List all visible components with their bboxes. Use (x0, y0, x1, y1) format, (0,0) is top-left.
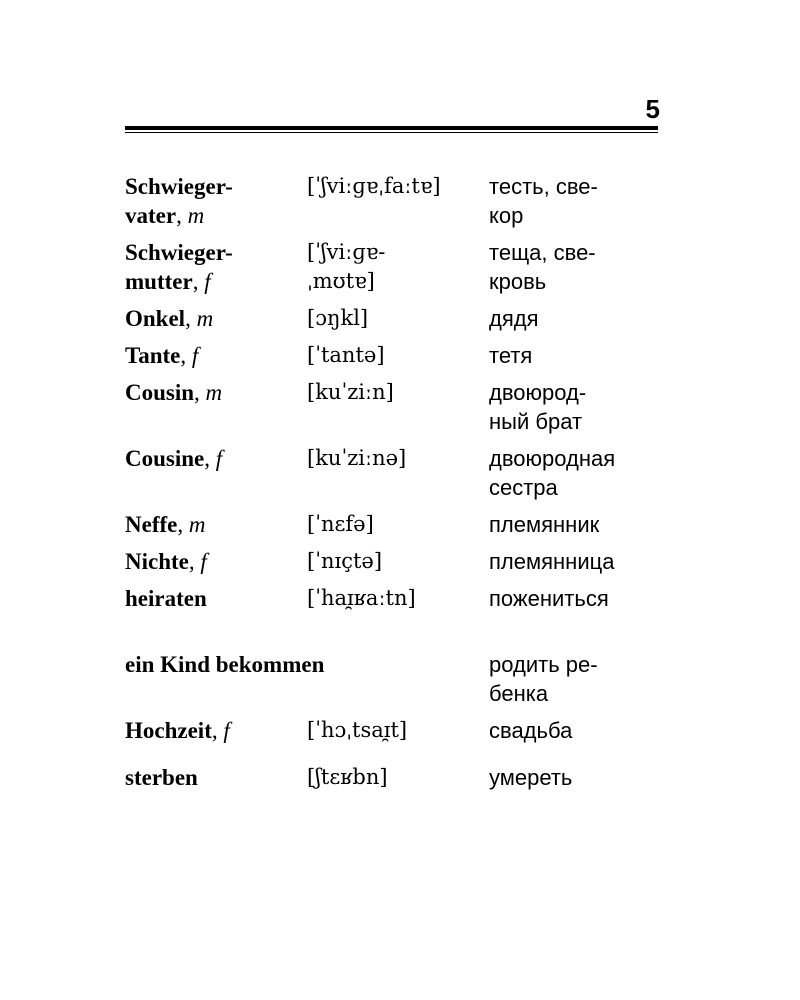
entry-pronunciation: [ʃtɛʁbn] (307, 765, 388, 789)
entry-word: sterben (125, 765, 198, 790)
vocab-entry (125, 444, 665, 502)
entry-word: Schwieger- vater, m (125, 174, 233, 228)
entry-pronunciation: [ˈnɪçtə] (307, 549, 383, 573)
vocab-entry (125, 763, 665, 792)
entry-word: Schwieger- mutter, f (125, 240, 233, 294)
vocab-entry (125, 341, 665, 370)
entry-word: Cousin, m (125, 380, 223, 405)
entry-gender: f (223, 718, 230, 743)
entry-translation: племянник (489, 512, 600, 537)
entry-pronunciation: [ˈhaɪ̯ʁaːtn] (307, 586, 416, 610)
vocab-entry (125, 547, 665, 576)
entry-gender: m (196, 306, 214, 331)
entry-word: Neffe, m (125, 512, 206, 537)
entry-pronunciation: [kuˈziːn] (307, 380, 394, 404)
entry-translation: родить ре- бенка (489, 652, 598, 706)
vocab-entry (125, 650, 665, 708)
entry-gender: m (187, 203, 205, 228)
entry-translation: свадьба (489, 718, 573, 743)
entry-translation: пожениться (489, 586, 609, 611)
entry-pronunciation: [ˈtantə] (307, 343, 385, 367)
entry-translation: теща, све- кровь (489, 240, 596, 294)
vocab-entry (125, 172, 665, 230)
entry-word: Cousine, f (125, 446, 223, 471)
entry-translation: дядя (489, 306, 539, 331)
entry-gender: f (215, 446, 223, 471)
entry-gender: f (200, 549, 207, 574)
entry-word: Nichte, f (125, 549, 207, 574)
entry-translation: двоюрод- ный брат (489, 380, 587, 434)
entry-pronunciation: [ˈnɛfə] (307, 512, 374, 536)
entry-translation: умереть (489, 765, 573, 790)
entry-pronunciation: [ˈʃviːɡɐ- ˌmʊtɐ] (307, 240, 386, 293)
entry-translation: тетя (489, 343, 533, 368)
vocab-entry (125, 584, 665, 613)
entry-gender: f (204, 269, 211, 294)
entry-pronunciation: [ˈʃviːɡɐˌfaːtɐ] (307, 174, 441, 198)
entry-word: Tante, f (125, 343, 199, 368)
entry-pronunciation: [ˈhɔˌtsaɪ̯t] (307, 718, 408, 742)
entry-word: Hochzeit, f (125, 718, 230, 743)
vocab-entry (125, 716, 665, 745)
vocab-entry (125, 304, 665, 333)
entry-word: heiraten (125, 586, 207, 611)
entry-gender: f (191, 343, 199, 368)
page-number: 5 (645, 94, 660, 124)
entry-translation: племянница (489, 549, 615, 574)
vocab-entry (125, 510, 665, 539)
entry-word: Onkel, m (125, 306, 214, 331)
vocab-entry (125, 378, 665, 436)
entry-translation: тесть, све- кор (489, 174, 598, 228)
entry-word: ein Kind bekommen (125, 652, 325, 677)
entry-gender: m (205, 380, 223, 405)
entry-gender: m (188, 512, 206, 537)
header-rule-thin (125, 132, 658, 133)
header-rule-thick (125, 126, 658, 130)
vocabulary-list (125, 172, 665, 792)
vocab-entry (125, 238, 665, 296)
entry-pronunciation: [ɔŋkl] (307, 306, 369, 330)
entry-translation: двоюродная сестра (489, 446, 616, 500)
entry-pronunciation: [kuˈziːnə] (307, 446, 407, 470)
